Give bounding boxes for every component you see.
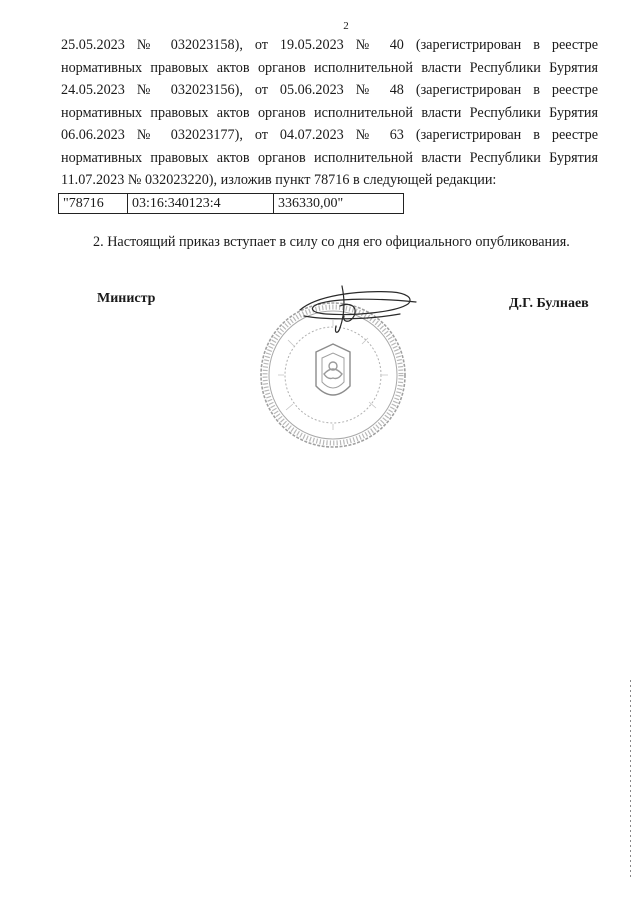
table-row	[59, 194, 404, 214]
page-number: 2	[343, 20, 349, 32]
text-line: нормативных правовых актов органов исполнительной власти Республики Бурятия	[61, 149, 598, 166]
entry-table	[58, 193, 404, 214]
effective-date-paragraph: 2. Настоящий приказ вступает в силу со дня его официального опубликования.	[93, 234, 570, 250]
text-line: 24.05.2023 № 032023156), от 05.06.2023 № 48 (зарегистрирован в реестре	[61, 82, 598, 98]
value-cell: 336330,00"	[274, 194, 404, 214]
text-line: 25.05.2023 № 032023158), от 19.05.2023 № 40 (зарегистрирован в реестре	[61, 37, 598, 53]
signatory-name: Д.Г. Булнаев	[509, 296, 589, 311]
scan-edge-mark	[630, 680, 631, 880]
text-line: нормативных правовых актов органов исполнительной власти Республики Бурятия	[61, 104, 598, 121]
text-line: 06.06.2023 № 032023177), от 04.07.2023 № 63 (зарегистрирован в реестре	[61, 127, 598, 143]
signatory-title: Министр	[97, 291, 156, 306]
text-line: нормативных правовых актов органов исполнительной власти Республики Бурятия	[61, 59, 598, 76]
body-paragraph	[61, 34, 598, 192]
cadastral-number-cell: 03:16:340123:4	[128, 194, 274, 214]
handwritten-signature	[296, 276, 422, 338]
item-number-cell: "78716	[59, 194, 128, 214]
text-line: 11.07.2023 № 032023220), изложив пункт 78716 в следующей редакции:	[61, 172, 497, 188]
